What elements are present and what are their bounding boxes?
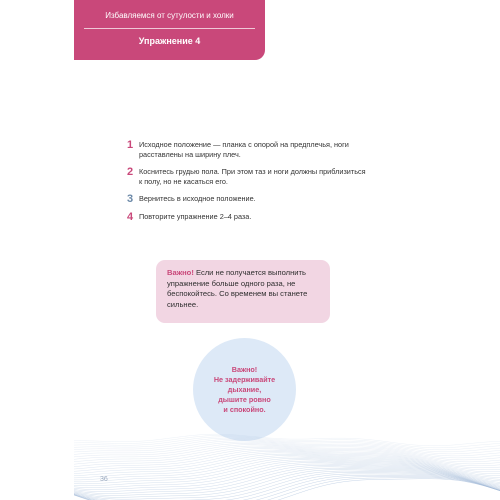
page-number: 36: [100, 476, 108, 483]
chapter-title: Избавляемся от сутулости и холки: [105, 11, 234, 20]
decorative-waves: [74, 400, 500, 500]
list-item: [127, 140, 367, 160]
step-number: 1: [127, 139, 134, 151]
exercise-title: Упражнение 4: [138, 36, 201, 46]
step-text: Вернитесь в исходное положение.: [139, 194, 256, 203]
step-number: 2: [127, 166, 134, 178]
note-text: Если не получается выполнить упражнение больше одного раза, не беспокойтесь. Со временем вы станете сильнее.: [167, 268, 308, 309]
chapter-header: [74, 0, 265, 60]
step-number: 3: [127, 193, 134, 205]
header-divider: [84, 28, 255, 29]
bubble-text: Важно! Не задерживайте дыхание, дышите ровно и спокойно.: [213, 364, 276, 414]
list-item: [127, 194, 367, 205]
wave-line: [74, 468, 500, 495]
wave-line: [74, 476, 500, 500]
list-item: [127, 167, 367, 187]
note-lead: Важно!: [167, 268, 194, 277]
step-text: Коснитесь грудью пола. При этом таз и ноги должны приблизиться к полу, но не касаться его.: [139, 167, 366, 186]
step-text: Повторите упражнение 2–4 раза.: [139, 212, 252, 221]
wave-line: [74, 473, 500, 500]
important-note: [156, 260, 330, 323]
list-item: [127, 212, 367, 223]
step-number: 4: [127, 211, 134, 223]
steps-list: [127, 140, 367, 230]
step-text: Исходное положение — планка с опорой на предплечья, ноги расставлены на ширину плеч.: [139, 140, 349, 159]
